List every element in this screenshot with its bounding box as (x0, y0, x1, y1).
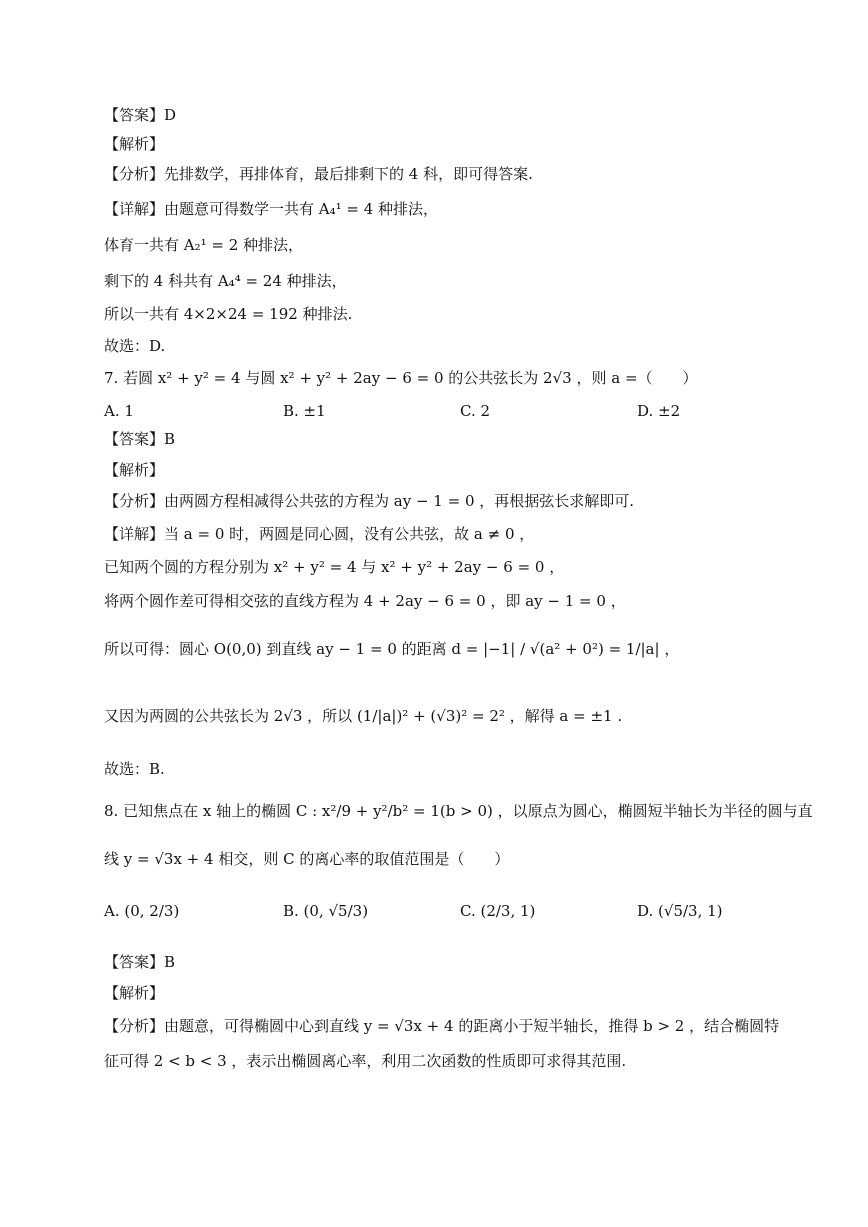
choose-line: 故选：B. (104, 760, 165, 778)
choose-line: 故选：D. (104, 337, 166, 355)
analysis-line: 【分析】由题意，可得椭圆中心到直线 y = √3x + 4 的距离小于短半轴长，推得 b > 2 ，结合椭圆特 (104, 1017, 780, 1035)
analysis-line-continued: 征可得 2 < b < 3 ，表示出椭圆离心率，利用二次函数的性质即可求得其范围. (104, 1052, 627, 1070)
text-line: 已知两个圆的方程分别为 x² + y² = 4 与 x² + y² + 2ay − 6 = 0 ， (104, 558, 565, 576)
detail-line: 【详解】当 a = 0 时，两圆是同心圆，没有公共弦，故 a ≠ 0 ， (104, 525, 535, 543)
analysis-line: 【分析】先排数学，再排体育，最后排剩下的 4 科，即可得答案. (104, 165, 533, 183)
q8-option-a: A. (0, 2/3) (104, 902, 180, 920)
q8-option-b: B. (0, √5/3) (283, 902, 369, 920)
q7-option-a: A. 1 (104, 402, 134, 420)
analysis-heading: 【解析】 (104, 984, 165, 1002)
analysis-line: 【分析】由两圆方程相减得公共弦的方程为 ay − 1 = 0 ，再根据弦长求解即可. (104, 492, 635, 510)
question-8: 8. 已知焦点在 x 轴上的椭圆 C : x²/9 + y²/b² = 1(b > 0) ，以原点为圆心，椭圆短半轴长为半径的圆与直 (104, 802, 813, 820)
text-line: 所以一共有 4×2×24 = 192 种排法. (104, 305, 353, 323)
distance-line: 所以可得：圆心 O(0,0) 到直线 ay − 1 = 0 的距离 d = |−1| / √(a² + 0²) = 1/|a| ， (104, 640, 680, 658)
analysis-heading: 【解析】 (104, 461, 165, 479)
text-line: 将两个圆作差可得相交弦的直线方程为 4 + 2ay − 6 = 0 ，即 ay − 1 = 0 ， (104, 592, 626, 610)
question-7: 7. 若圆 x² + y² = 4 与圆 x² + y² + 2ay − 6 = 0 的公共弦长为 2√3 ，则 a =（ ） (104, 369, 698, 387)
text-line: 体育一共有 A₂¹ = 2 种排法， (104, 236, 304, 254)
q7-option-c: C. 2 (460, 402, 491, 420)
q7-option-d: D. ±2 (637, 402, 681, 420)
answer-line: 【答案】B (104, 430, 176, 448)
chord-line: 又因为两圆的公共弦长为 2√3 ，所以 (1/|a|)² + (√3)² = 2² ，解得 a = ±1 . (104, 707, 623, 725)
q7-option-b: B. ±1 (283, 402, 326, 420)
answer-line: 【答案】D (104, 106, 177, 124)
q8-option-d: D. (√5/3, 1) (637, 902, 723, 920)
q8-option-c: C. (2/3, 1) (460, 902, 536, 920)
detail-line: 【详解】由题意可得数学一共有 A₄¹ = 4 种排法， (104, 200, 439, 218)
text-line: 剩下的 4 科共有 A₄⁴ = 24 种排法， (104, 272, 347, 290)
analysis-heading: 【解析】 (104, 135, 165, 153)
answer-line: 【答案】B (104, 953, 176, 971)
question-8-continued: 线 y = √3x + 4 相交，则 C 的离心率的取值范围是（ ） (104, 850, 510, 868)
